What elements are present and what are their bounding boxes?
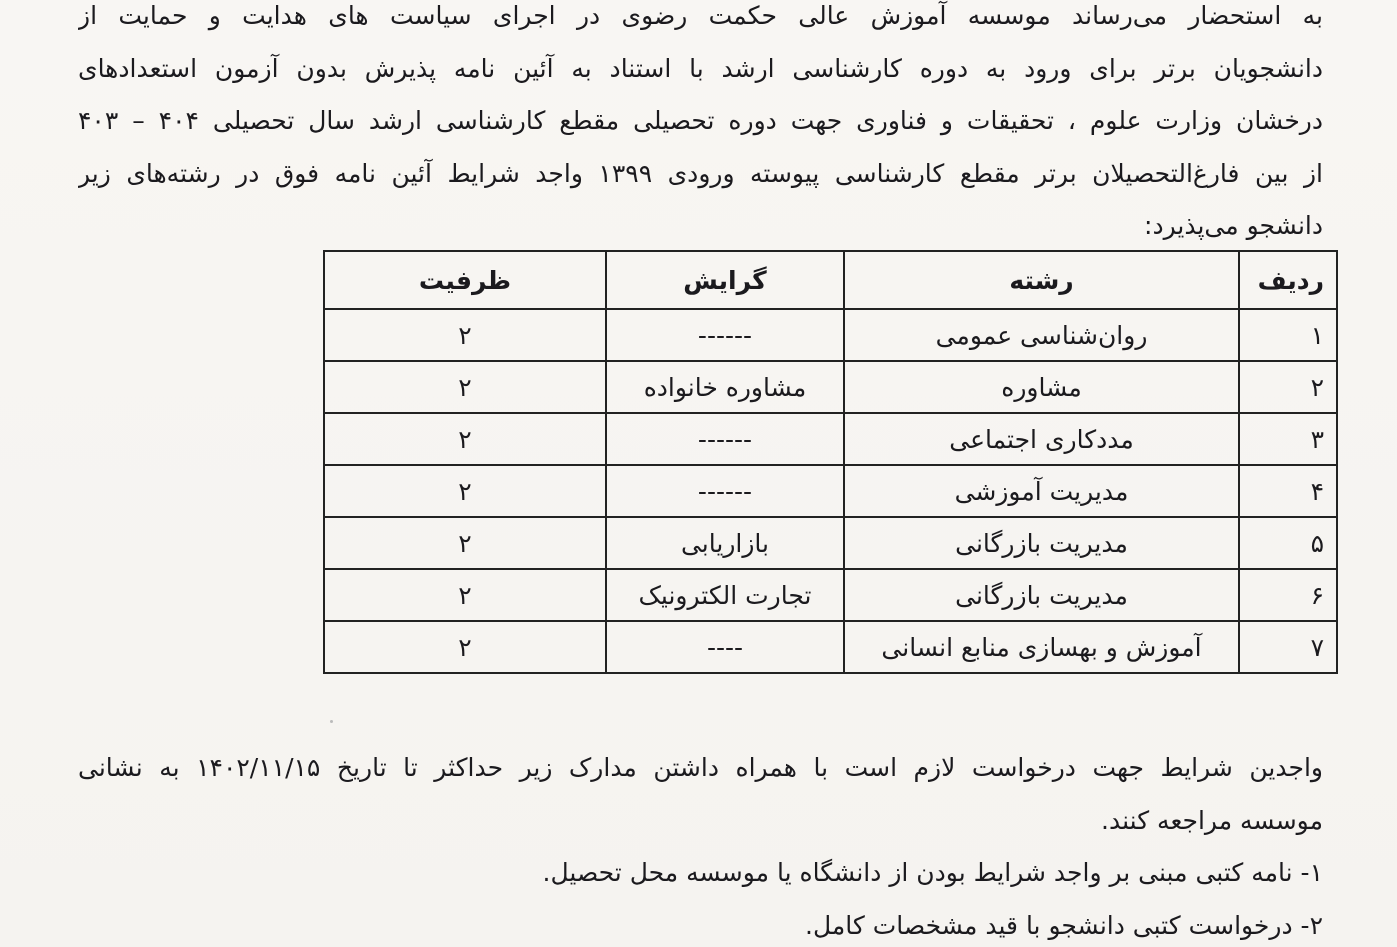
table-row (324, 413, 1337, 465)
field-name: مدیریت بازرگانی (844, 569, 1239, 621)
table-row (324, 309, 1337, 361)
table-row (324, 361, 1337, 413)
specialization: ------ (606, 465, 844, 517)
field-name: مدیریت بازرگانی (844, 517, 1239, 569)
row-number: ۱ (1239, 309, 1337, 361)
field-name: مدیریت آموزشی (844, 465, 1239, 517)
row-number: ۳ (1239, 413, 1337, 465)
header-specialization: گرایش (606, 251, 844, 309)
capacity: ۲ (324, 621, 606, 673)
courses-table (323, 250, 1338, 674)
specialization: تجارت الکترونیک (606, 569, 844, 621)
capacity: ۲ (324, 465, 606, 517)
capacity: ۲ (324, 569, 606, 621)
field-name: مشاوره (844, 361, 1239, 413)
specialization: ---- (606, 621, 844, 673)
field-name: مددکاری اجتماعی (844, 413, 1239, 465)
table-row (324, 465, 1337, 517)
intro-line: دانشجویان برتر برای ورود به دوره کارشناسی ارشد با استناد به آئین نامه پذیرش بدون آزمون استعدادهای (78, 53, 1323, 83)
specialization: ------ (606, 413, 844, 465)
row-number: ۷ (1239, 621, 1337, 673)
specialization: ------ (606, 309, 844, 361)
row-number: ۴ (1239, 465, 1337, 517)
intro-paragraph (78, 0, 1323, 253)
table-header-row (324, 251, 1337, 309)
header-row-number: ردیف (1239, 251, 1337, 309)
table-row (324, 621, 1337, 673)
specialization: مشاوره خانواده (606, 361, 844, 413)
outro-paragraph (78, 742, 1323, 947)
field-name: روان‌شناسی عمومی (844, 309, 1239, 361)
capacity: ۲ (324, 361, 606, 413)
row-number: ۵ (1239, 517, 1337, 569)
header-capacity: ظرفیت (324, 251, 606, 309)
capacity: ۲ (324, 517, 606, 569)
intro-line: به استحضار می‌رساند موسسه آموزش عالی حکمت رضوی در اجرای سیاست های هدایت و حمایت از (78, 1, 1323, 30)
row-number: ۲ (1239, 361, 1337, 413)
field-name: آموزش و بهسازی منابع انسانی (844, 621, 1239, 673)
capacity: ۲ (324, 309, 606, 361)
outro-line: موسسه مراجعه کنند. (1101, 805, 1323, 835)
intro-line: از بین فارغ‌التحصیلان برتر مقطع کارشناسی پیوسته ورودی ۱۳۹۹ واجد شرایط آئین نامه فوق در رشته‌های زیر (78, 158, 1323, 188)
table-row (324, 569, 1337, 621)
table-row (324, 517, 1337, 569)
intro-line: دانشجو می‌پذیرد: (1144, 211, 1323, 240)
requirement-item: ۱- نامه کتبی مبنی بر واجد شرایط بودن از دانشگاه یا موسسه محل تحصیل. (542, 858, 1323, 887)
capacity: ۲ (324, 413, 606, 465)
header-field: رشته (844, 251, 1239, 309)
outro-line: واجدین شرایط جهت درخواست لازم است با همراه داشتن مدارک زیر حداکثر تا تاریخ ۱۴۰۲/۱۱/۱۵ به نشانی (78, 753, 1323, 782)
specialization: بازاریابی (606, 517, 844, 569)
row-number: ۶ (1239, 569, 1337, 621)
requirement-item: ۲- درخواست کتبی دانشجو با قید مشخصات کامل. (805, 910, 1323, 940)
intro-line: درخشان وزارت علوم ، تحقیقات و فناوری جهت دوره تحصیلی مقطع کارشناسی ارشد سال تحصیلی ۴۰۴ – ۴۰۳ (78, 106, 1323, 135)
scan-speck (330, 720, 333, 723)
